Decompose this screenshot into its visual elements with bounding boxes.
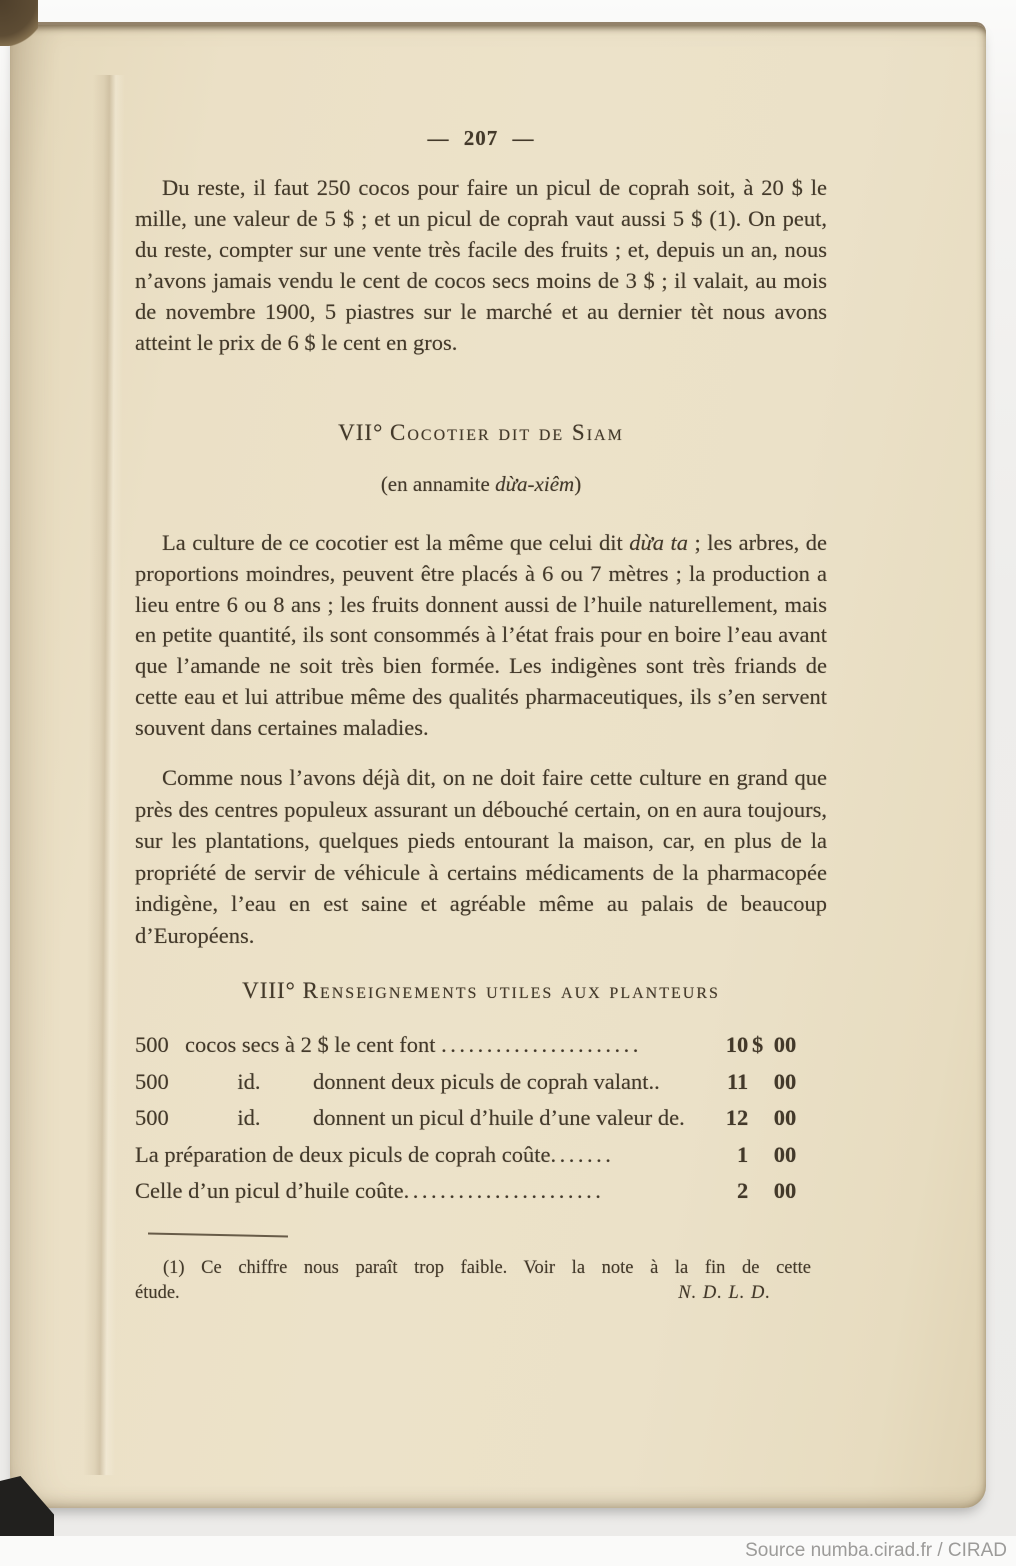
amount-cents: 00 — [773, 1105, 797, 1130]
row-amount — [717, 1178, 827, 1204]
amount-piastres: 10 — [725, 1032, 749, 1057]
section-viii-numeral: VIII° — [242, 978, 296, 1003]
amount-piastres: 11 — [727, 1068, 749, 1094]
piastre-sign: $ — [752, 1032, 764, 1057]
paragraph-culture-part1: La culture de ce cocotier est la même que celui dit — [162, 530, 630, 555]
table-row — [135, 1178, 827, 1215]
row-label-text: cocos secs à 2 $ le cent font — [185, 1032, 442, 1057]
row-label — [313, 1069, 717, 1095]
page-number: — 207 — — [427, 126, 535, 150]
section-vii-numeral: VII° — [338, 420, 384, 445]
row-amount — [717, 1142, 827, 1168]
section-viii-title: Renseignements utiles aux planteurs — [302, 978, 720, 1003]
row-quantity: 500 — [135, 1105, 169, 1130]
row-quantity: 500 — [135, 1032, 169, 1057]
page-gutter-crease — [83, 75, 125, 1475]
footnote-signature: N. D. L. D. — [678, 1283, 771, 1303]
section-heading-vii — [135, 420, 827, 446]
section-heading-viii — [135, 978, 827, 1004]
footnote-text-line1: (1) Ce chiffre nous paraît trop faible. Voir la note à la fin de cette — [163, 1258, 811, 1278]
subtitle-close: ) — [574, 472, 582, 496]
amount-cents: 00 — [773, 1178, 797, 1203]
paragraph-culture-term: dừa ta — [629, 530, 689, 555]
subtitle-annamite-term: dừa-xiêm — [495, 472, 575, 496]
dot-leader: ...................... — [403, 1178, 605, 1203]
table-row — [135, 1142, 827, 1179]
footnote-text-line2 — [135, 1281, 811, 1306]
source-attribution-bar — [0, 1536, 1016, 1566]
costs-table — [135, 1032, 827, 1215]
row-label — [135, 1178, 717, 1204]
dot-leader: ....... — [550, 1141, 615, 1167]
amount-piastres: 12 — [725, 1105, 749, 1130]
subtitle-open: (en annamite — [380, 472, 496, 496]
section-vii-subtitle — [135, 472, 827, 497]
section-vii-title: Cocotier dit de Siam — [390, 420, 624, 445]
footnote — [135, 1256, 811, 1306]
paragraph-culture-siam — [135, 528, 827, 744]
table-row — [135, 1105, 827, 1142]
book-binding-corner — [0, 0, 38, 46]
footnote-text-end: étude. — [135, 1283, 180, 1303]
amount-piastres: 2 — [737, 1178, 749, 1203]
row-label — [313, 1105, 717, 1131]
row-label-text: donnent un picul d’huile d’une valeur de. — [313, 1105, 685, 1130]
paragraph-culture-part2: ; les arbres, de proportions moindres, peuvent être placés à 6 ou 7 mètres ; la production a lieu entre 6 ou 8 ans ; les fruits donnent aussi de l’huile naturellement, mais en petite quantité, ils sont consommés à l’état frais pour en boire l’eau avant que l’amande ne soit très bien formée. Les indigènes sont très friands de cette eau et lui attribue même des qualités pharmaceutiques, ils s’en servent souvent dans certaines maladies. — [135, 530, 827, 740]
row-quantity: 500 — [135, 1068, 169, 1094]
paragraph-coprah-prices: Du reste, il faut 250 cocos pour faire un picul de coprah soit, à 20 $ le mille, une valeur de 5 $ ; et un picul de coprah vaut aussi 5 $ (1). On peut, du reste, compter sur une vente très facile des fruits ; et, depuis un an, nous n’avons jamais vendu le cent de cocos secs moins de 3 $ ; il valait, au mois de novembre 1900, 5 piastres sur le marché et au dernier tèt nous avons atteint le prix de 6 $ le cent en gros. — [135, 175, 827, 355]
dot-leader: ...................... — [441, 1032, 642, 1057]
row-label — [185, 1032, 717, 1058]
amount-cents: 00 — [773, 1068, 797, 1094]
row-amount — [717, 1032, 827, 1058]
amount-piastres: 1 — [737, 1141, 749, 1167]
row-label — [135, 1142, 717, 1168]
row-amount — [717, 1105, 827, 1131]
paragraph-centres-populeux: Comme nous l’avons déjà dit, on ne doit faire cette culture en grand que près des centres populeux assurant un débouché certain, on en aura toujours, sur les plantations, quelques pieds entourant la maison, car, en plus de la propriété de servir de véhicule à certains médicaments de la pharmacopée indigène, l’eau en est saine et agréable même au palais de beaucoup d’Européens. — [135, 765, 827, 948]
table-row — [135, 1032, 827, 1069]
source-attribution-text: Source numba.cirad.fr / CIRAD — [745, 1540, 1007, 1561]
row-label-text: La préparation de deux piculs de coprah coûte — [135, 1141, 551, 1167]
amount-cents: 00 — [773, 1032, 797, 1057]
row-amount — [717, 1069, 827, 1095]
amount-cents: 00 — [773, 1141, 797, 1167]
table-row — [135, 1069, 827, 1106]
row-idem: id. — [237, 1105, 261, 1130]
row-idem: id. — [237, 1068, 261, 1094]
row-label-text: Celle d’un picul d’huile coûte — [135, 1178, 404, 1203]
row-label-text: donnent deux piculs de coprah valant.. — [313, 1068, 660, 1094]
